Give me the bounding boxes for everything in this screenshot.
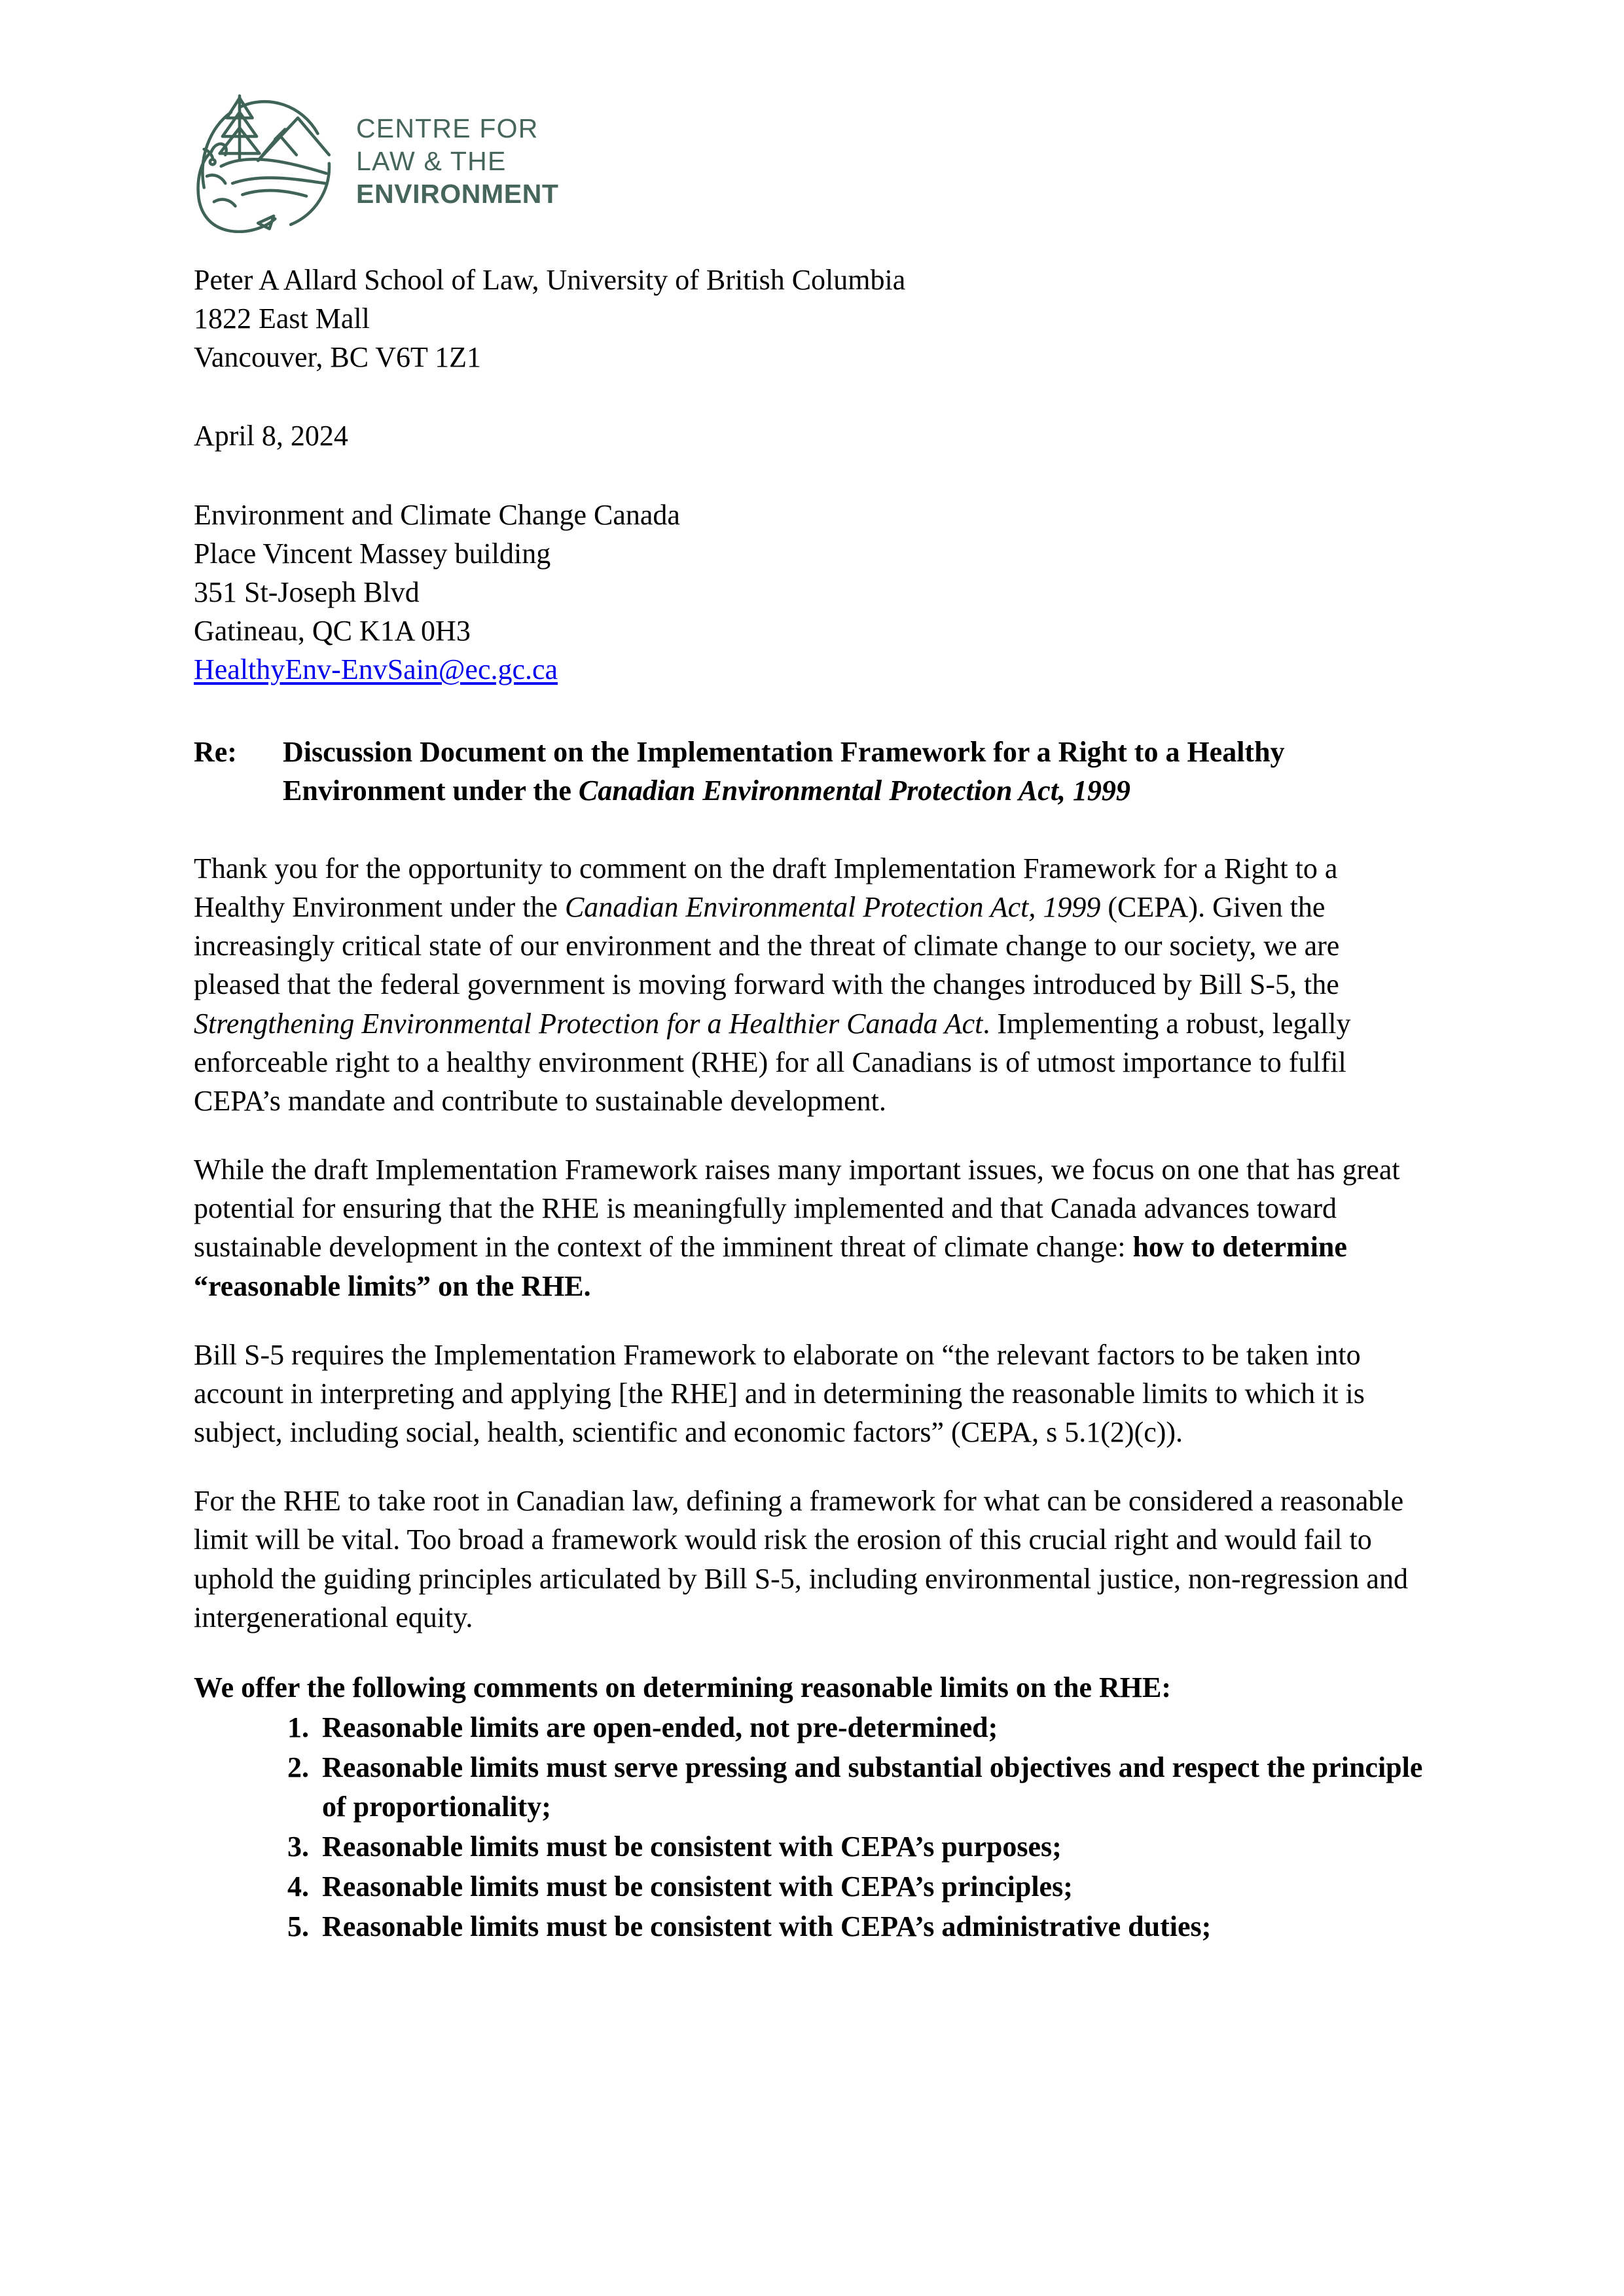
list-item: Reasonable limits must be consistent with CEPA’s purposes;: [322, 1830, 1062, 1863]
letter-body: [194, 261, 1431, 1946]
recipient-address: [194, 496, 1431, 689]
sender-line-2: 1822 East Mall: [194, 302, 370, 335]
recipient-line-3: 351 St-Joseph Blvd: [194, 576, 420, 609]
list-item: Reasonable limits must be consistent with CEPA’s administrative duties;: [322, 1910, 1212, 1943]
sender-address: [194, 261, 1431, 377]
paragraph-4: For the RHE to take root in Canadian law, defining a framework for what can be considered a reasonable limit will be vital. Too broad a framework would risk the erosion of this crucial right and would fail to uphold the guiding principles articulated by Bill S-5, including environmental justice, non-regression and intergenerational equity.: [194, 1485, 1408, 1633]
recipient-line-4: Gatineau, QC K1A 0H3: [194, 615, 471, 647]
subject-text-roman: Discussion Document on the Implementation Framework for a Right to a Healthy Environment under the: [283, 735, 1285, 807]
paragraph-2: [194, 1150, 1431, 1305]
logo-line-2: LAW & THE: [356, 145, 507, 176]
subject-line: [194, 733, 1431, 810]
logo-line-3: ENVIRONMENT: [356, 179, 559, 209]
comments-list: [194, 1708, 1431, 1946]
subject-label: Re:: [194, 735, 237, 768]
subject-text: [283, 733, 1431, 810]
list-item: Reasonable limits must serve pressing and substantial objectives and respect the principle of proportionality;: [322, 1751, 1423, 1823]
centre-for-law-and-the-environment-logo-icon: [190, 84, 339, 233]
list-item: Reasonable limits must be consistent with CEPA’s principles;: [322, 1870, 1073, 1903]
p1-run-a: Thank you for the opportunity to comment on the draft Implementation Framework for a Right to a Healthy Environment under the: [194, 852, 1338, 924]
p1-italic-2: Strengthening Environmental Protection for a Healthier Canada Act: [194, 1007, 983, 1040]
subject-text-italic: Canadian Environmental Protection Act, 1999: [578, 774, 1130, 807]
logo-wordmark: [356, 107, 559, 210]
letterhead: [190, 84, 559, 233]
recipient-line-2: Place Vincent Massey building: [194, 537, 551, 570]
p1-run-b: (CEPA). Given the increasingly critical state of our environment and the threat of climate change to our society, we are pleased that the federal government is moving forward with the changes introduced by Bill S-5, the: [194, 891, 1340, 1001]
paragraph-1: [194, 849, 1431, 1120]
p1-italic-1: Canadian Environmental Protection Act, 1999: [564, 891, 1101, 924]
recipient-email-link[interactable]: HealthyEnv-EnvSain@ec.gc.ca: [194, 653, 558, 686]
p2-run-a: While the draft Implementation Framework raises many important issues, we focus on one that has great potential for ensuring that the RHE is meaningfully implemented and that Canada advances toward sustainable development in the context of the imminent threat of climate change:: [194, 1154, 1400, 1264]
recipient-line-1: Environment and Climate Change Canada: [194, 498, 680, 531]
p2-bold-run: how to determine “reasonable limits” on the RHE.: [194, 1231, 1347, 1302]
paragraph-3: Bill S-5 requires the Implementation Framework to elaborate on “the relevant factors to be taken into account in interpreting and applying [the RHE] and in determining the reasonable limits to which it is subject, including social, health, scientific and economic factors” (CEPA, s 5.1(2)(c)).: [194, 1338, 1365, 1449]
p1-run-c: . Implementing a robust, legally enforceable right to a healthy environment (RHE) for all Canadians is of utmost importance to fulfil CEPA’s mandate and contribute to sustainable development.: [194, 1007, 1351, 1117]
list-item: Reasonable limits are open-ended, not pre-determined;: [322, 1711, 998, 1744]
letter-date: April 8, 2024: [194, 419, 348, 452]
comments-heading: We offer the following comments on determining reasonable limits on the RHE:: [194, 1671, 1172, 1704]
sender-line-1: Peter A Allard School of Law, University of British Columbia: [194, 264, 906, 296]
sender-line-3: Vancouver, BC V6T 1Z1: [194, 341, 482, 374]
logo-line-1: CENTRE FOR: [356, 113, 539, 143]
